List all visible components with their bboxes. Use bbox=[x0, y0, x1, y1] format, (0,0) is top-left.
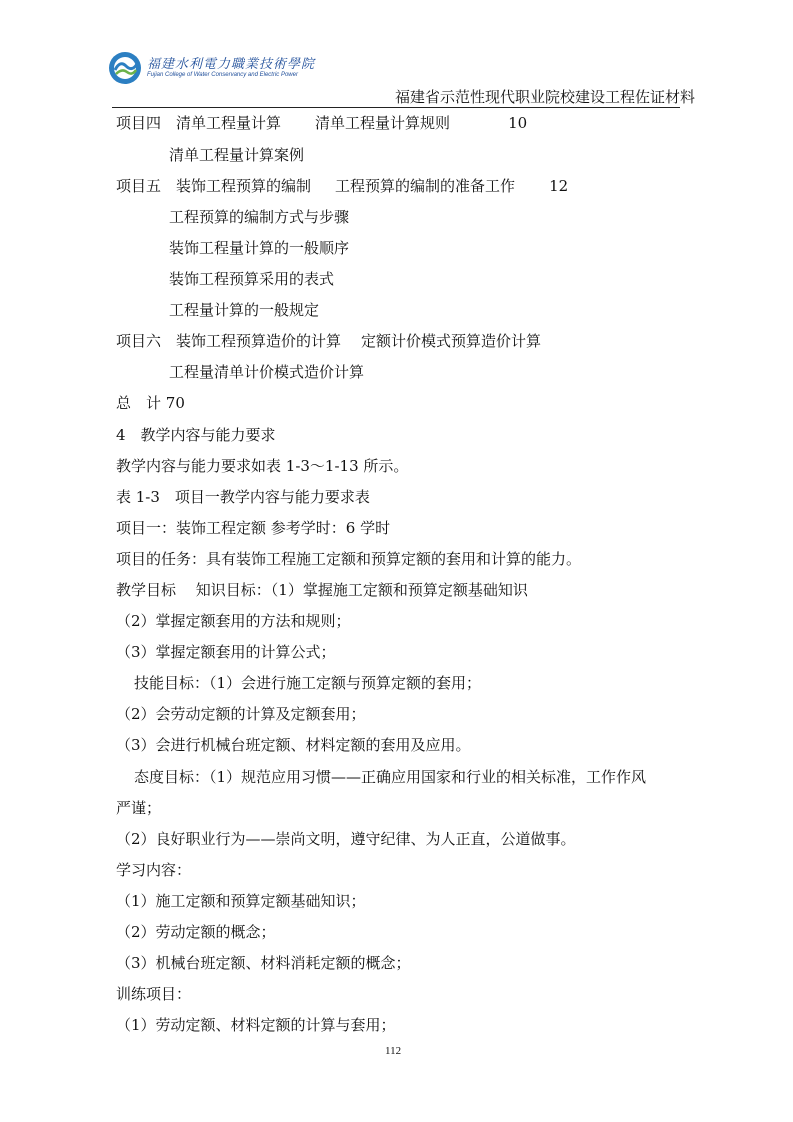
table-title: 表 1-3 项目一教学内容与能力要求表 bbox=[116, 488, 370, 506]
project-5-row: 项目五 装饰工程预算的编制 工程预算的编制的准备工作 12 bbox=[116, 177, 569, 195]
project-5-topic-2: 工程预算的编制方式与步骤 bbox=[169, 208, 350, 226]
attitude-objective-1-cont: 严谨； bbox=[116, 799, 162, 817]
learning-content-3: （3）机械台班定额、材料消耗定额的概念； bbox=[116, 954, 411, 972]
training-heading: 训练项目： bbox=[116, 985, 192, 1003]
page-number: 112 bbox=[385, 1045, 402, 1057]
learning-content-2: （2）劳动定额的概念； bbox=[116, 923, 276, 941]
project-task: 项目的任务：具有装饰工程施工定额和预算定额的套用和计算的能力。 bbox=[116, 550, 582, 568]
section-4-heading: 4 教学内容与能力要求 bbox=[116, 426, 276, 444]
college-emblem-icon bbox=[107, 50, 143, 86]
learning-content-1: （1）施工定额和预算定额基础知识； bbox=[116, 892, 366, 910]
skill-objective-3: （3）会进行机械台班定额、材料定额的套用及应用。 bbox=[116, 736, 471, 754]
header-title: 福建省示范性现代职业院校建设工程佐证材料 bbox=[395, 88, 696, 106]
project-4-row: 项目四 清单工程量计算 清单工程量计算规则 10 bbox=[116, 114, 528, 132]
attitude-objective-2: （2）良好职业行为——崇尚文明，遵守纪律、为人正直，公道做事。 bbox=[116, 830, 576, 848]
knowledge-objective-2: （2）掌握定额套用的方法和规则； bbox=[116, 612, 351, 630]
skill-objective-2: （2）会劳动定额的计算及定额套用； bbox=[116, 705, 366, 723]
header-divider bbox=[112, 107, 680, 108]
attitude-objective-1: 态度目标：（1）规范应用习惯——正确应用国家和行业的相关标准，工作作风 bbox=[134, 768, 647, 786]
project-6-topic-2: 工程量清单计价模式造价计算 bbox=[169, 363, 365, 381]
project-5-topic-3: 装饰工程量计算的一般顺序 bbox=[169, 239, 350, 257]
learning-content-heading: 学习内容： bbox=[116, 861, 192, 879]
intro-text: 教学内容与能力要求如表 1-3～1-13 所示。 bbox=[116, 457, 409, 475]
project-6-row: 项目六 装饰工程预算造价的计算 定额计价模式预算造价计算 bbox=[116, 332, 542, 350]
project-5-topic-4: 装饰工程预算采用的表式 bbox=[169, 270, 335, 288]
logo-name: 福建水利電力職業技術學院 bbox=[147, 57, 316, 72]
project-4-topic-2: 清单工程量计算案例 bbox=[169, 146, 305, 164]
college-logo bbox=[107, 50, 316, 90]
skill-objective-1: 技能目标：（1）会进行施工定额与预算定额的套用； bbox=[134, 674, 482, 692]
project-1-title: 项目一：装饰工程定额 参考学时：6 学时 bbox=[116, 519, 391, 537]
project-5-topic-5: 工程量计算的一般规定 bbox=[169, 301, 320, 319]
logo-subtitle: Fujian College of Water Conservancy and Electric Power bbox=[147, 72, 298, 78]
training-item-1: （1）劳动定额、材料定额的计算与套用； bbox=[116, 1016, 396, 1034]
knowledge-objective-3: （3）掌握定额套用的计算公式； bbox=[116, 643, 336, 661]
knowledge-objective-1: 教学目标 知识目标：（1）掌握施工定额和预算定额基础知识 bbox=[116, 581, 528, 599]
total-row: 总 计 70 bbox=[116, 394, 185, 412]
